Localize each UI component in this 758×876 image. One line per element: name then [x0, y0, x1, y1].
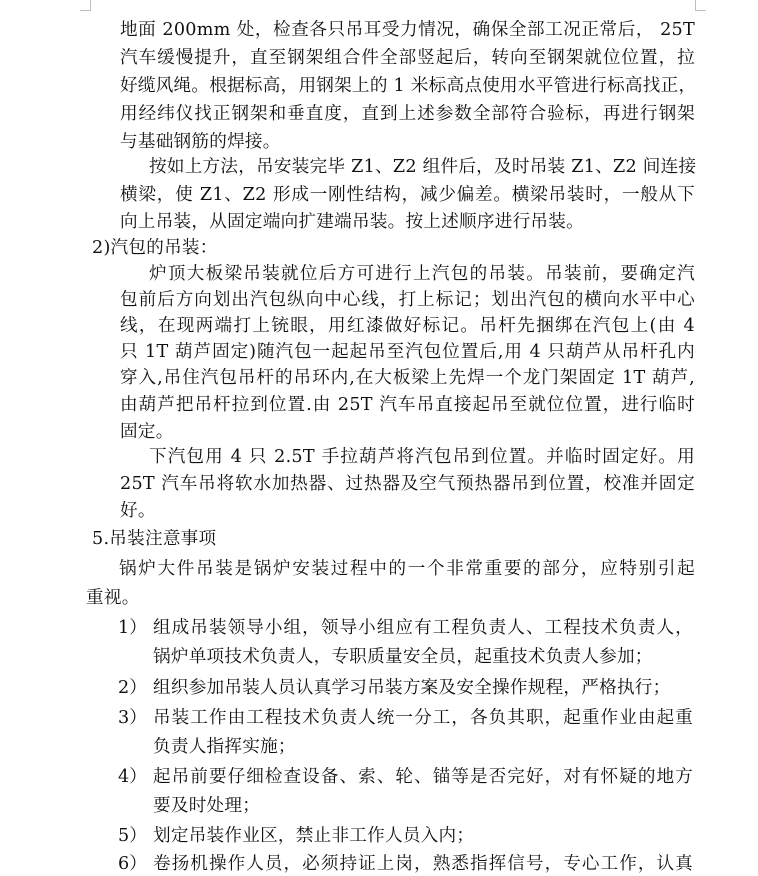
- section-heading: 5.吊装注意事项: [92, 529, 217, 549]
- paragraph-line: 固定。: [120, 422, 174, 442]
- right-margin-crop-mark: [695, 0, 706, 11]
- list-item-number: 5）: [118, 826, 147, 846]
- paragraph-line: 用经纬仪找正钢架和垂直度，直到上述参数全部符合验标，再进行钢架: [120, 104, 695, 124]
- list-item-text: 划定吊装作业区，禁止非工作人员入内；: [153, 826, 475, 846]
- paragraph-line: 地面 200mm 处，检查各只吊耳受力情况，确保全部工况正常后， 25T: [120, 20, 695, 40]
- left-margin-crop-mark: [80, 0, 91, 11]
- list-item-number: 2）: [118, 678, 147, 698]
- paragraph-line: 线，在现两端打上铳眼，用红漆做好标记。吊杆先捆绑在汽包上(由 4: [120, 316, 695, 336]
- list-item-number: 4）: [118, 767, 147, 787]
- list-item-number: 1）: [118, 618, 147, 638]
- paragraph-line: 穿入,吊住汽包吊杆的吊环内,在大板梁上先焊一个龙门架固定 1T 葫芦,: [120, 368, 695, 388]
- paragraph-line: 下汽包用 4 只 2.5T 手拉葫芦将汽包吊到位置。并临时固定好。用: [149, 447, 695, 467]
- paragraph-line: 包前后方向划出汽包纵向中心线，打上标记；划出汽包的横向水平中心: [120, 290, 695, 310]
- paragraph-line: 25T 汽车吊将软水加热器、过热器及空气预热器吊到位置，校准并固定: [120, 474, 695, 494]
- list-item-text: 组成吊装领导小组，领导小组应有工程负责人、工程技术负责人，: [153, 618, 693, 638]
- list-item-text: 组织参加吊装人员认真学习吊装方案及安全操作规程，严格执行；: [153, 678, 671, 698]
- paragraph-line: 与基础钢筋的焊接。: [120, 132, 281, 152]
- list-item-text: 负责人指挥实施；: [153, 737, 296, 757]
- paragraph-line: 重视。: [86, 588, 140, 608]
- list-item-text: 起吊前要仔细检查设备、索、轮、锚等是否完好，对有怀疑的地方: [153, 767, 693, 787]
- list-item-text: 吊装工作由工程技术负责人统一分工，各负其职，起重作业由起重: [153, 708, 693, 728]
- paragraph-line: 按如上方法，吊安装完毕 Z1、Z2 组件后，及时吊装 Z1、Z2 间连接: [149, 157, 697, 177]
- paragraph-line: 汽车缓慢提升，直至钢架组合件全部竖起后，转向至钢架就位位置，拉: [120, 48, 695, 68]
- paragraph-line: 好。: [120, 501, 156, 521]
- paragraph-line: 好缆风绳。根据标高，用钢架上的 1 米标高点使用水平管进行标高找正，: [120, 76, 697, 96]
- paragraph-line: 炉顶大板梁吊装就位后方可进行上汽包的吊装。吊装前，要确定汽: [149, 264, 695, 284]
- section-heading: 2)汽包的吊装：: [92, 238, 218, 258]
- list-item-number: 3）: [118, 708, 147, 728]
- paragraph-line: 向上吊装，从固定端向扩建端吊装。按上述顺序进行吊装。: [120, 212, 584, 232]
- list-item-text: 要及时处理；: [153, 796, 261, 816]
- paragraph-line: 由葫芦把吊杆拉到位置.由 25T 汽车吊直接起吊至就位位置，进行临时: [120, 395, 695, 415]
- list-item-text: 锅炉单项技术负责人，专职质量安全员，起重技术负责人参加；: [153, 647, 653, 667]
- paragraph-line: 只 1T 葫芦固定)随汽包一起起吊至汽包位置后,用 4 只葫芦从吊杆孔内: [120, 342, 695, 362]
- paragraph-line: 横梁，使 Z1、Z2 形成一刚性结构，减少偏差。横梁吊装时，一般从下: [120, 185, 695, 205]
- list-item-text: 卷扬机操作人员，必须持证上岗，熟悉指挥信号，专心工作，认真: [153, 854, 693, 874]
- paragraph-line: 锅炉大件吊装是锅炉安装过程中的一个非常重要的部分，应特别引起: [119, 559, 695, 579]
- list-item-number: 6）: [118, 854, 147, 874]
